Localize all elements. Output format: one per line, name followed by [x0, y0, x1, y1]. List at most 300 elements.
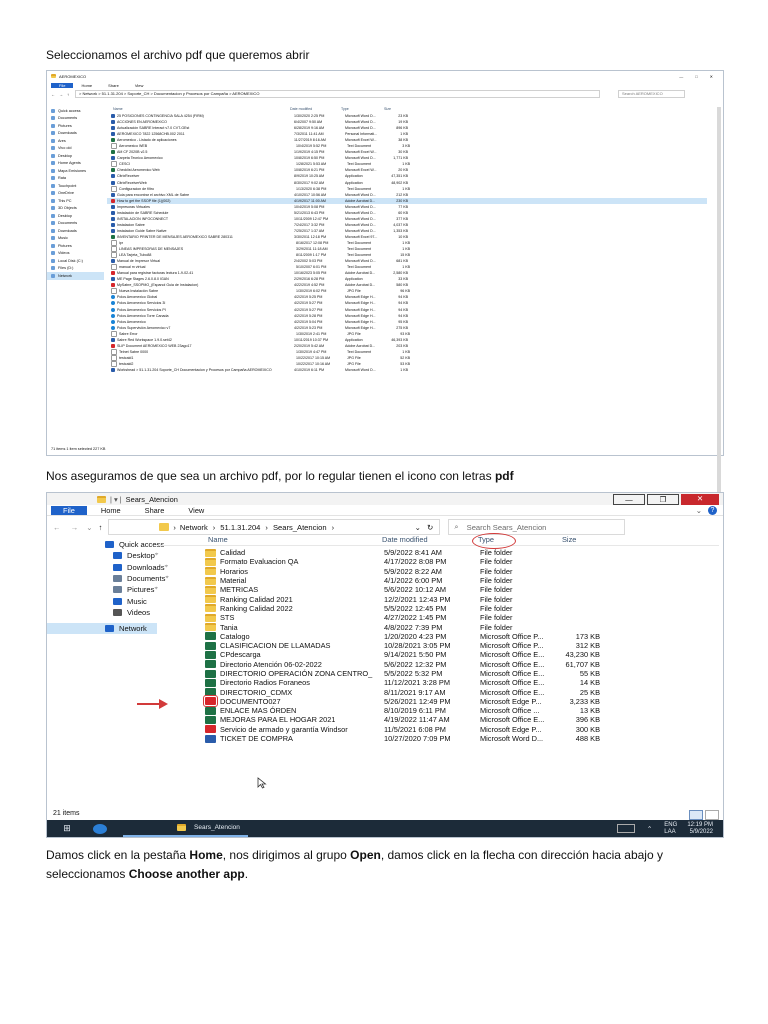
file-size: 46,393 KB [391, 337, 408, 342]
paragraph-1 [46, 46, 726, 65]
taskbar-app-sears[interactable] [123, 820, 248, 837]
nav-item-icon [51, 169, 55, 173]
file-type: Adobe Acrobat D... [345, 198, 376, 203]
tab-file[interactable]: File [51, 83, 73, 88]
file-date: 1/30/2020 2:25 PM [294, 114, 325, 119]
file-type: Adobe Acrobat D... [345, 271, 376, 276]
column-type[interactable] [478, 535, 558, 544]
large-icons-view-icon[interactable] [705, 810, 719, 820]
nav-item-label: Local Disk (C:) [58, 258, 83, 263]
file-date: 5/5/2022 5:32 PM [384, 669, 443, 678]
file-type: Microsoft Word D... [345, 228, 376, 233]
file-size: 43,230 KB [565, 650, 600, 660]
file-row[interactable] [107, 367, 707, 373]
file-type: Microsoft Office E... [480, 678, 545, 688]
file-row[interactable] [159, 604, 719, 613]
file-type-icon [111, 138, 115, 142]
file-row[interactable] [159, 557, 719, 566]
folder-icon [97, 496, 106, 503]
p3-text-g: . [244, 867, 249, 881]
tab-view[interactable]: View [188, 505, 205, 515]
nav-item[interactable] [47, 539, 165, 550]
file-size: 77 KB [398, 204, 408, 209]
window-title: Sears_Atencion [125, 494, 178, 504]
file-type: Microsoft Office E... [480, 659, 545, 669]
nav-item[interactable] [47, 550, 157, 561]
file-name: ACCIONES EN AEROMEXICO [117, 120, 167, 125]
file-name: Formato Evaluacion QA [220, 557, 299, 567]
pin-icon[interactable]: ⌖ [154, 552, 159, 559]
file-name: testcaid2 [119, 361, 134, 366]
address-bar[interactable]: > Network > 51.1.31.204 > Soporte_CH > Documentacion y Procesos por Campaña > AEROMEXICO [75, 90, 600, 98]
nav-item-label: Documents [127, 574, 166, 584]
file-size: 1 KB [402, 186, 410, 191]
nav-item[interactable] [47, 137, 104, 145]
file-type-icon [111, 331, 117, 337]
breadcrumb-server[interactable]: 51.1.31.204 [220, 522, 261, 532]
file-type: File folder [480, 566, 513, 576]
file-name: Manual de Impresor Virtual [117, 259, 161, 264]
file-size: 1 KB [402, 349, 410, 354]
help-icon[interactable]: ? [708, 506, 717, 515]
file-name: Instalacion Sabre [117, 222, 145, 227]
explorer-window-aeromexico [46, 70, 724, 456]
file-name: STS [220, 613, 235, 623]
nav-item-label: Quick access [58, 108, 81, 113]
nav-item-label: Downloads [127, 562, 165, 572]
column-type-label: Type [478, 534, 495, 544]
folder-icon [205, 567, 216, 575]
file-name: INVENTARIO PRINTER DE MENSAJES AEROMEXICO SABRE 280311 [117, 234, 233, 239]
nav-item[interactable] [47, 562, 168, 573]
up-arrow-icon[interactable]: ↑ [67, 91, 69, 97]
p3-text-c: , nos dirigimos al grupo [222, 848, 351, 862]
nav-item[interactable] [47, 272, 104, 280]
file-name: Instalación de SABRE Schedule [117, 210, 169, 215]
file-type: Microsoft Word D... [345, 114, 376, 119]
file-name: Polos Aeromexico Servicios 3I [117, 301, 166, 306]
file-type-icon [111, 193, 115, 197]
file-date: 1/19/2019 4:15 PM [294, 150, 325, 155]
minimize-button[interactable]: — [613, 494, 645, 505]
file-type: Microsoft Word D... [345, 156, 376, 161]
file-type: Microsoft Office P... [480, 631, 544, 641]
file-type: Microsoft Word D... [345, 204, 376, 209]
file-date: 10/16/2023 5:05 PM [294, 271, 327, 276]
file-row[interactable] [159, 585, 719, 594]
nav-item-icon [113, 586, 122, 593]
excel-icon [205, 679, 216, 687]
nav-item-icon [113, 552, 122, 559]
file-row[interactable] [159, 687, 719, 696]
file-size: 212 KB [396, 192, 408, 197]
language-indicator[interactable]: ENG LAA [664, 821, 678, 835]
nav-item[interactable] [47, 227, 104, 235]
tab-share[interactable]: Share [144, 505, 165, 515]
file-row[interactable] [159, 622, 719, 631]
column-date[interactable]: Date modified [382, 534, 428, 544]
file-row[interactable] [159, 669, 719, 678]
file-row[interactable] [159, 548, 719, 557]
excel-icon [205, 660, 216, 668]
nav-item[interactable] [47, 607, 157, 618]
nav-item[interactable] [47, 257, 104, 265]
file-date: 10/28/2021 3:05 PM [384, 641, 451, 651]
file-name: SLIP Document AEROMEXICO WEB 23ago17 [117, 343, 192, 348]
file-row[interactable] [159, 678, 719, 687]
excel-icon [205, 651, 216, 659]
file-list [107, 105, 707, 447]
search-placeholder: Search Sears_Atencion [466, 522, 547, 532]
file-size: 33 KB [398, 277, 408, 282]
file-row[interactable] [159, 715, 719, 724]
file-type-icon [111, 344, 115, 348]
file-type-icon [111, 259, 115, 263]
tab-home[interactable]: Home [100, 505, 121, 515]
file-type: File folder [480, 548, 513, 558]
file-row[interactable] [159, 650, 719, 659]
file-type: JPG File [347, 355, 361, 360]
file-date: 4/2/2019 5:04 PM [294, 319, 323, 324]
nav-item-icon [51, 124, 55, 128]
file-name: DIRECTORIO_CDMX [220, 687, 293, 697]
file-name: Sabre Red Workspace 1.9.0.set42 [117, 337, 172, 342]
nav-item[interactable] [47, 145, 104, 153]
file-size: 896 KB [396, 126, 408, 131]
nav-item[interactable] [47, 122, 104, 130]
network-folder-icon [159, 523, 169, 531]
file-name: AEROMEXICO 7822 12568CHB.002 2011 [117, 132, 185, 137]
file-name: CESCI [119, 162, 130, 167]
p3-text-a: Damos click en la pestaña [46, 848, 190, 862]
file-type: Microsoft Word D... [345, 126, 376, 131]
file-row[interactable] [159, 576, 719, 585]
nav-item-icon [113, 575, 122, 582]
file-size: 25 KB [579, 687, 600, 697]
nav-item[interactable] [47, 584, 157, 595]
file-name: Aeromexico WEB [119, 144, 148, 149]
file-name: Nueva Instalación Sabre [119, 289, 159, 294]
nav-item[interactable] [47, 152, 104, 160]
file-name: Checklist Aeromexico Web [117, 168, 160, 173]
file-type-icon [111, 349, 117, 355]
nav-item-label: Vivo old [58, 146, 72, 151]
file-date: 8/9/2019 10:25 AM [294, 174, 325, 179]
file-type: Microsoft Word D... [345, 259, 376, 264]
column-name[interactable]: Name [208, 534, 228, 544]
tab-view[interactable]: View [134, 82, 144, 88]
file-date: 5/26/2021 12:49 PM [384, 696, 451, 706]
file-date: 2/29/2016 6:28 PM [294, 277, 325, 282]
file-name: Horarios [220, 566, 248, 576]
file-type: Microsoft Word D... [345, 210, 376, 215]
file-name: Workshead > 51.1.31.204 Soporte_CH Documentacion y Procesos por Campaña AEROMEXICO [117, 367, 272, 372]
file-type-icon [111, 355, 117, 361]
file-date: 10/11/2019 10:37 PM [294, 337, 329, 342]
nav-item-label: Videos [58, 251, 70, 256]
nav-item[interactable] [47, 205, 104, 213]
pointer-arrow-head [159, 699, 168, 709]
file-type: Microsoft Edge H... [345, 295, 376, 300]
tab-home[interactable]: Home [81, 82, 93, 88]
file-type: Microsoft Excel 97... [345, 234, 378, 239]
nav-item-icon [51, 199, 55, 203]
file-type: Adobe Acrobat D... [345, 343, 376, 348]
keyboard-icon[interactable] [617, 824, 635, 833]
file-name: INSTALACION INFOCONNECT [117, 216, 169, 221]
nav-item[interactable] [47, 595, 157, 606]
paragraph-2 [46, 467, 726, 486]
file-date: 1/30/2019 6:02 PM [296, 289, 327, 294]
file-date: 4/8/2022 7:39 PM [384, 622, 443, 632]
nav-item-icon [51, 161, 55, 165]
file-row[interactable] [159, 594, 719, 603]
nav-item[interactable] [47, 212, 104, 220]
file-type: Text Document [347, 253, 371, 258]
file-date: 10/22/2017 10:16 AM [296, 361, 331, 366]
file-name: Catalogo [220, 631, 250, 641]
file-date: 7/25/2017 1:37 AM [294, 228, 325, 233]
tab-share[interactable]: Share [108, 82, 119, 88]
nav-item[interactable] [47, 235, 104, 243]
nav-item-icon [51, 259, 55, 263]
edge-browser-icon[interactable] [93, 824, 107, 834]
minimize-button[interactable]: — [679, 73, 684, 79]
back-arrow-icon[interactable]: ← [51, 91, 55, 97]
maximize-button[interactable]: ❐ [647, 494, 679, 505]
file-size: 23 KB [398, 114, 408, 119]
taskbar [47, 820, 723, 837]
file-name: ENLACE MAS ÓRDEN [220, 706, 297, 716]
file-row[interactable] [159, 567, 719, 576]
recent-locations-icon[interactable]: ⌄ [86, 522, 93, 532]
nav-item[interactable] [47, 250, 104, 258]
close-button[interactable]: ✕ [681, 494, 719, 505]
file-date: 6/28/2019 9:16 AM [294, 126, 325, 131]
file-row[interactable] [159, 725, 719, 734]
column-date[interactable]: Date modified [290, 107, 313, 111]
file-type: File folder [480, 585, 513, 595]
column-size[interactable]: Size [562, 534, 577, 544]
address-bar-row [47, 89, 723, 99]
nav-item[interactable] [47, 265, 104, 273]
file-date: 1/13/2020 6:38 PM [296, 186, 327, 191]
nav-item-icon [51, 221, 55, 225]
nav-item[interactable] [47, 623, 157, 634]
file-size: 4,037 KB [393, 222, 408, 227]
file-type: Microsoft Edge H... [345, 301, 376, 306]
file-name: DOCUMENTO027 [220, 696, 281, 706]
nav-item-label: Pictures [58, 243, 72, 248]
nav-item[interactable] [47, 197, 104, 205]
refresh-icon[interactable]: ↻ [426, 522, 434, 532]
file-size: 55 KB [579, 669, 600, 678]
file-name: How to get the SSOP file (1)(002) [117, 198, 171, 203]
nav-item-icon [51, 274, 55, 278]
up-arrow-icon[interactable]: ↑ [98, 522, 103, 532]
nav-item[interactable] [47, 160, 104, 168]
file-row[interactable] [159, 641, 719, 650]
file-size: 20 KB [398, 168, 408, 173]
details-view-icon[interactable] [689, 810, 703, 820]
pin-icon[interactable]: ⌖ [165, 575, 169, 582]
folder-icon [205, 577, 216, 585]
forward-arrow-icon[interactable]: → [70, 522, 79, 532]
nav-item[interactable] [47, 130, 104, 138]
file-type-icon [111, 271, 115, 275]
nav-item[interactable] [47, 190, 104, 198]
pin-icon[interactable]: ⌖ [154, 586, 158, 593]
ribbon-tabs [47, 505, 723, 516]
title-bar [47, 71, 723, 81]
file-date: 10/8/2019 6:21 PM [294, 168, 325, 173]
start-windows-icon[interactable]: ⊞ [63, 823, 71, 833]
folder-icon [51, 74, 56, 78]
file-name: Configuracion de filtro [119, 186, 154, 191]
quick-access-toolbar[interactable]: | ▾ | [110, 494, 122, 504]
file-type: File folder [480, 594, 513, 604]
file-name: Calidad [220, 548, 246, 558]
file-row[interactable] [159, 706, 719, 715]
nav-item-label: Network [119, 624, 147, 634]
file-type: Microsoft Office ... [480, 706, 540, 716]
file-size: 312 KB [575, 641, 600, 651]
file-name: LINEAS IMPRESORAS DE MENSAJES [119, 247, 184, 252]
file-name: Directorio Atención 06-02-2022 [220, 659, 322, 669]
file-name: ipr [119, 241, 123, 245]
file-row[interactable] [159, 632, 719, 641]
nav-item[interactable] [47, 107, 104, 115]
status-bar [47, 447, 723, 455]
file-size: 1 KB [400, 132, 408, 137]
nav-item[interactable] [47, 115, 104, 123]
file-name: Ranking Calidad 2021 [220, 594, 293, 604]
file-date: 5/5/2022 12:45 PM [384, 603, 447, 613]
file-size: 1 KB [402, 265, 410, 270]
file-name: Instalacion Guide Sabre Native [117, 228, 167, 233]
file-type-icon [111, 217, 115, 221]
file-size: 1 KB [402, 162, 410, 167]
ribbon-tabs [47, 81, 723, 89]
file-type: Microsoft Edge P... [480, 696, 542, 706]
file-name: Carpeta Tecnico Aeromexico [117, 156, 163, 161]
file-date: 8/30/2017 9:02 AM [294, 180, 325, 185]
search-input[interactable]: Search AEROMEXICO [618, 90, 685, 98]
address-dropdown-icon[interactable]: ⌄ [414, 522, 421, 532]
file-date: 8/16/2017 12:08 PM [296, 241, 329, 245]
nav-item[interactable] [47, 573, 169, 584]
file-type: File folder [480, 622, 513, 632]
file-name: METRICAS [220, 585, 259, 595]
excel-icon [205, 707, 216, 715]
navigation-pane [47, 107, 104, 447]
pin-icon[interactable]: ⌖ [164, 563, 168, 570]
column-name[interactable]: Name [113, 107, 123, 111]
clock[interactable] [687, 822, 713, 836]
file-date: 11/27/2019 8:16 AM [294, 138, 326, 143]
column-size[interactable]: Size [384, 107, 391, 111]
file-type: Microsoft Office E... [480, 715, 545, 725]
taskbar-app-label: Sears_Atencion [194, 824, 240, 831]
nav-item[interactable] [47, 182, 104, 190]
file-type-icon [111, 326, 115, 330]
nav-item-label: Pictures [127, 585, 155, 595]
file-date: 10/22/2017 10:15 AM [296, 355, 331, 360]
nav-item-label: Pictures [58, 123, 72, 128]
status-text: 71 items 1 item selected 227 KB [51, 447, 106, 451]
breadcrumb-sears-atencion[interactable]: Sears_Atencion [272, 522, 327, 532]
nav-item-label: Rata [58, 176, 67, 181]
file-date: 4/27/2022 1:45 PM [384, 613, 447, 623]
file-type: Text Document [347, 144, 371, 149]
paragraph-2-text: Nos aseguramos de que sea un archivo pdf, por lo regular tienen el icono con letras [46, 469, 495, 483]
file-row[interactable] [159, 660, 719, 669]
file-row[interactable] [159, 697, 719, 706]
file-type: Microsoft Edge P... [480, 724, 542, 734]
nav-item-label: Documents [58, 221, 78, 226]
nav-item[interactable] [47, 175, 104, 183]
file-type-icon [111, 181, 115, 185]
file-type: Microsoft Office E... [480, 669, 545, 678]
nav-item-label: Music [58, 236, 68, 241]
file-name: 25 POSICIONES CONTINGENCIA SALA 4254 (FIRM) [117, 114, 204, 119]
nav-item-icon [51, 191, 55, 195]
file-name: Polos Supervisión Aeromexico v7 [117, 325, 171, 330]
file-date: 4/19/2017 11:00 AM [294, 198, 326, 203]
file-size: 47,351 KB [391, 174, 408, 179]
tab-file[interactable]: File [51, 506, 87, 515]
file-row[interactable] [159, 734, 719, 743]
address-bar[interactable]: › Network › 51.1.31.204 › Sears_Atencion › ⌄ ↻ [108, 519, 440, 535]
nav-item[interactable] [47, 220, 104, 228]
p3-text-e: , damos click en la flecha con dirección hacia abajo y seleccionamos [46, 848, 663, 881]
file-date: 4/2/2019 5:27 PM [294, 307, 323, 312]
file-size: 48,902 KB [391, 180, 408, 185]
ribbon-expand-icon[interactable]: ⌄ [695, 505, 702, 515]
file-list [159, 533, 719, 809]
file-row[interactable] [159, 613, 719, 622]
nav-item[interactable] [47, 167, 104, 175]
maximize-button[interactable]: □ [695, 73, 698, 79]
folder-icon [205, 549, 216, 557]
file-name: Tania [220, 622, 238, 632]
file-type-icon [111, 368, 115, 372]
file-name: Guia para encontrar el archivo XML de Sabre [117, 192, 190, 197]
forward-arrow-icon[interactable]: → [59, 91, 63, 97]
breadcrumb-network[interactable]: Network [179, 522, 208, 532]
column-type[interactable]: Type [341, 107, 349, 111]
file-type-icon [111, 126, 115, 130]
close-button[interactable]: ✕ [709, 73, 713, 79]
file-date: 10/27/2020 7:09 PM [384, 734, 451, 744]
file-name: CLASIFICACION DE LLAMADAS [220, 641, 331, 651]
tray-chevron-icon[interactable]: ⌃ [646, 825, 653, 833]
file-type-icon [111, 186, 117, 192]
nav-item-icon [51, 176, 55, 180]
excel-icon [205, 716, 216, 724]
nav-item-label: Documents [58, 116, 78, 121]
back-arrow-icon[interactable]: ← [53, 522, 61, 532]
file-size: 1 KB [402, 241, 410, 245]
file-type: Text Document [347, 186, 371, 191]
file-type: File folder [480, 603, 513, 613]
nav-item[interactable] [47, 242, 104, 250]
column-headers [107, 105, 707, 113]
nav-item-icon [105, 541, 114, 548]
file-size: 10 KB [398, 234, 408, 239]
explorer-window-sears [46, 492, 724, 838]
nav-item-icon [51, 131, 55, 135]
